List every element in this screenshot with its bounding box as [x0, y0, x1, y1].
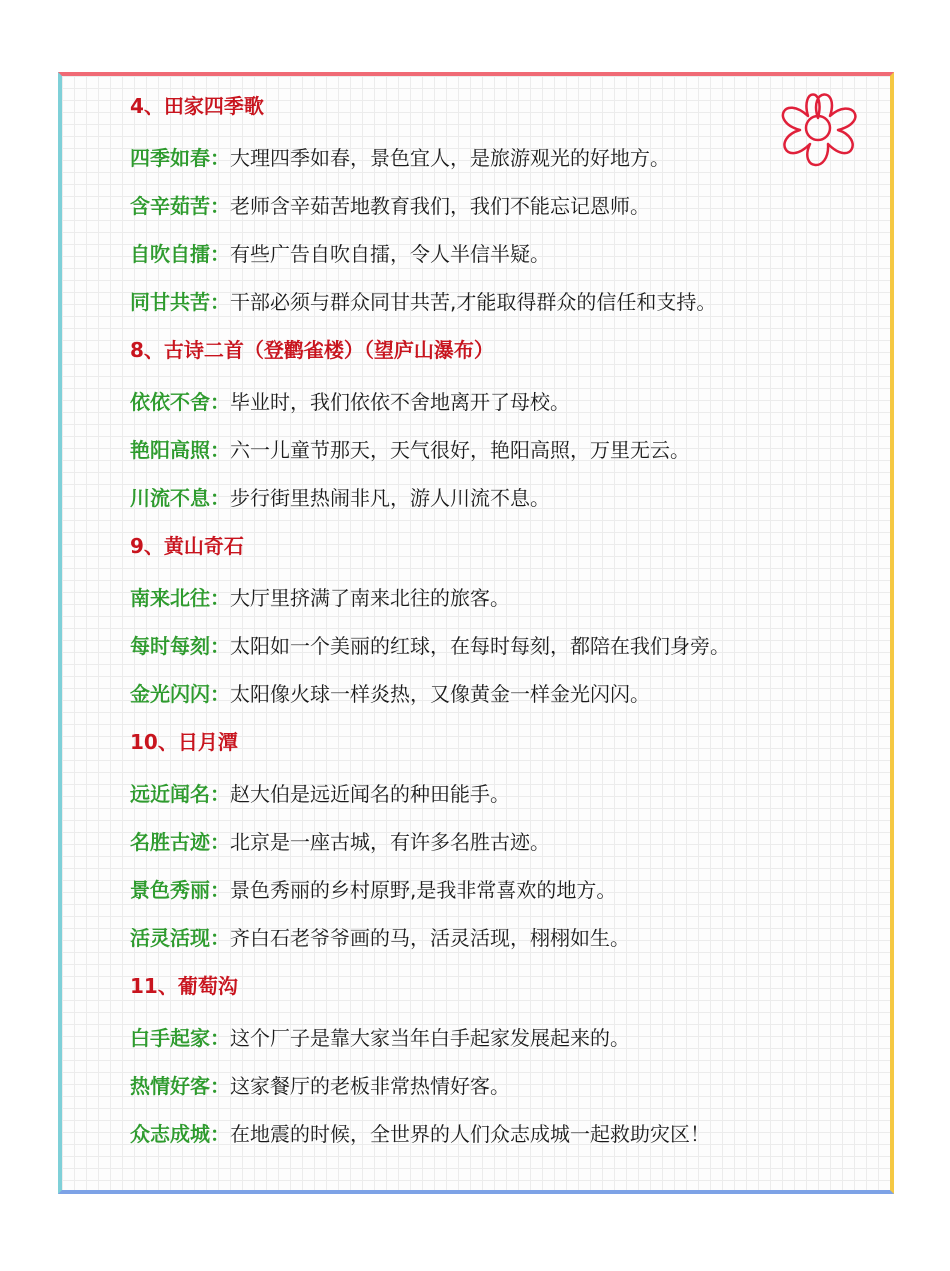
term-colon: ： — [210, 830, 230, 854]
idiom-entry — [130, 914, 840, 962]
idiom-term: 自吹自擂 — [130, 242, 210, 266]
example-sentence: 齐白石老爷爷画的马，活灵活现，栩栩如生。 — [230, 926, 630, 950]
example-sentence: 在地震的时候，全世界的人们众志成城一起救助灾区！ — [230, 1122, 710, 1146]
idiom-entry — [130, 622, 840, 670]
example-sentence: 步行街里热闹非凡，游人川流不息。 — [230, 486, 550, 510]
idiom-term: 热情好客 — [130, 1074, 210, 1098]
example-sentence: 这家餐厅的老板非常热情好客。 — [230, 1074, 510, 1098]
term-colon: ： — [210, 1122, 230, 1146]
term-colon: ： — [210, 438, 230, 462]
term-colon: ： — [210, 1026, 230, 1050]
idiom-entry — [130, 1014, 840, 1062]
term-colon: ： — [210, 878, 230, 902]
idiom-entry — [130, 574, 840, 622]
term-colon: ： — [210, 586, 230, 610]
idiom-term: 金光闪闪 — [130, 682, 210, 706]
idiom-entry — [130, 426, 840, 474]
idiom-entry — [130, 182, 840, 230]
term-colon: ： — [210, 682, 230, 706]
example-sentence: 干部必须与群众同甘共苦,才能取得群众的信任和支持。 — [230, 290, 717, 314]
example-sentence: 太阳如一个美丽的红球，在每时每刻，都陪在我们身旁。 — [230, 634, 730, 658]
term-colon: ： — [210, 634, 230, 658]
example-sentence: 这个厂子是靠大家当年白手起家发展起来的。 — [230, 1026, 630, 1050]
section-block — [130, 330, 840, 522]
idiom-term: 四季如春 — [130, 146, 210, 170]
section-block — [130, 966, 840, 1158]
example-sentence: 毕业时，我们依依不舍地离开了母校。 — [230, 390, 570, 414]
term-colon: ： — [210, 290, 230, 314]
example-sentence: 北京是一座古城，有许多名胜古迹。 — [230, 830, 550, 854]
idiom-entry — [130, 1062, 840, 1110]
section-heading: 10、日月潭 — [130, 730, 238, 754]
section-block — [130, 86, 840, 326]
section-heading: 8、古诗二首（登鹳雀楼）（望庐山瀑布） — [130, 338, 494, 362]
term-colon: ： — [210, 146, 230, 170]
example-sentence: 六一儿童节那天，天气很好，艳阳高照，万里无云。 — [230, 438, 690, 462]
idiom-term: 远近闻名 — [130, 782, 210, 806]
idiom-term: 活灵活现 — [130, 926, 210, 950]
term-colon: ： — [210, 926, 230, 950]
idiom-term: 众志成城 — [130, 1122, 210, 1146]
idiom-entry — [130, 770, 840, 818]
example-sentence: 太阳像火球一样炎热，又像黄金一样金光闪闪。 — [230, 682, 650, 706]
idiom-entry — [130, 1110, 840, 1158]
idiom-term: 含辛茹苦 — [130, 194, 210, 218]
idiom-term: 名胜古迹 — [130, 830, 210, 854]
idiom-entry — [130, 866, 840, 914]
term-colon: ： — [210, 390, 230, 414]
idiom-entry — [130, 134, 840, 182]
example-sentence: 老师含辛茹苦地教育我们，我们不能忘记恩师。 — [230, 194, 650, 218]
idiom-entry — [130, 474, 840, 522]
idiom-term: 艳阳高照 — [130, 438, 210, 462]
idiom-entry — [130, 378, 840, 426]
idiom-term: 依依不舍 — [130, 390, 210, 414]
idiom-list — [130, 86, 840, 1162]
idiom-entry — [130, 230, 840, 278]
term-colon: ： — [210, 194, 230, 218]
section-heading: 4、田家四季歌 — [130, 94, 264, 118]
idiom-term: 景色秀丽 — [130, 878, 210, 902]
term-colon: ： — [210, 1074, 230, 1098]
idiom-term: 同甘共苦 — [130, 290, 210, 314]
term-colon: ： — [210, 242, 230, 266]
idiom-term: 每时每刻 — [130, 634, 210, 658]
example-sentence: 大理四季如春，景色宜人，是旅游观光的好地方。 — [230, 146, 670, 170]
idiom-entry — [130, 278, 840, 326]
section-block — [130, 526, 840, 718]
term-colon: ： — [210, 486, 230, 510]
idiom-term: 南来北往 — [130, 586, 210, 610]
section-heading: 9、黄山奇石 — [130, 534, 244, 558]
idiom-entry — [130, 670, 840, 718]
idiom-term: 川流不息 — [130, 486, 210, 510]
example-sentence: 景色秀丽的乡村原野,是我非常喜欢的地方。 — [230, 878, 617, 902]
example-sentence: 有些广告自吹自擂，令人半信半疑。 — [230, 242, 550, 266]
term-colon: ： — [210, 782, 230, 806]
section-block — [130, 722, 840, 962]
section-heading: 11、葡萄沟 — [130, 974, 238, 998]
idiom-term: 白手起家 — [130, 1026, 210, 1050]
idiom-entry — [130, 818, 840, 866]
example-sentence: 赵大伯是远近闻名的种田能手。 — [230, 782, 510, 806]
example-sentence: 大厅里挤满了南来北往的旅客。 — [230, 586, 510, 610]
